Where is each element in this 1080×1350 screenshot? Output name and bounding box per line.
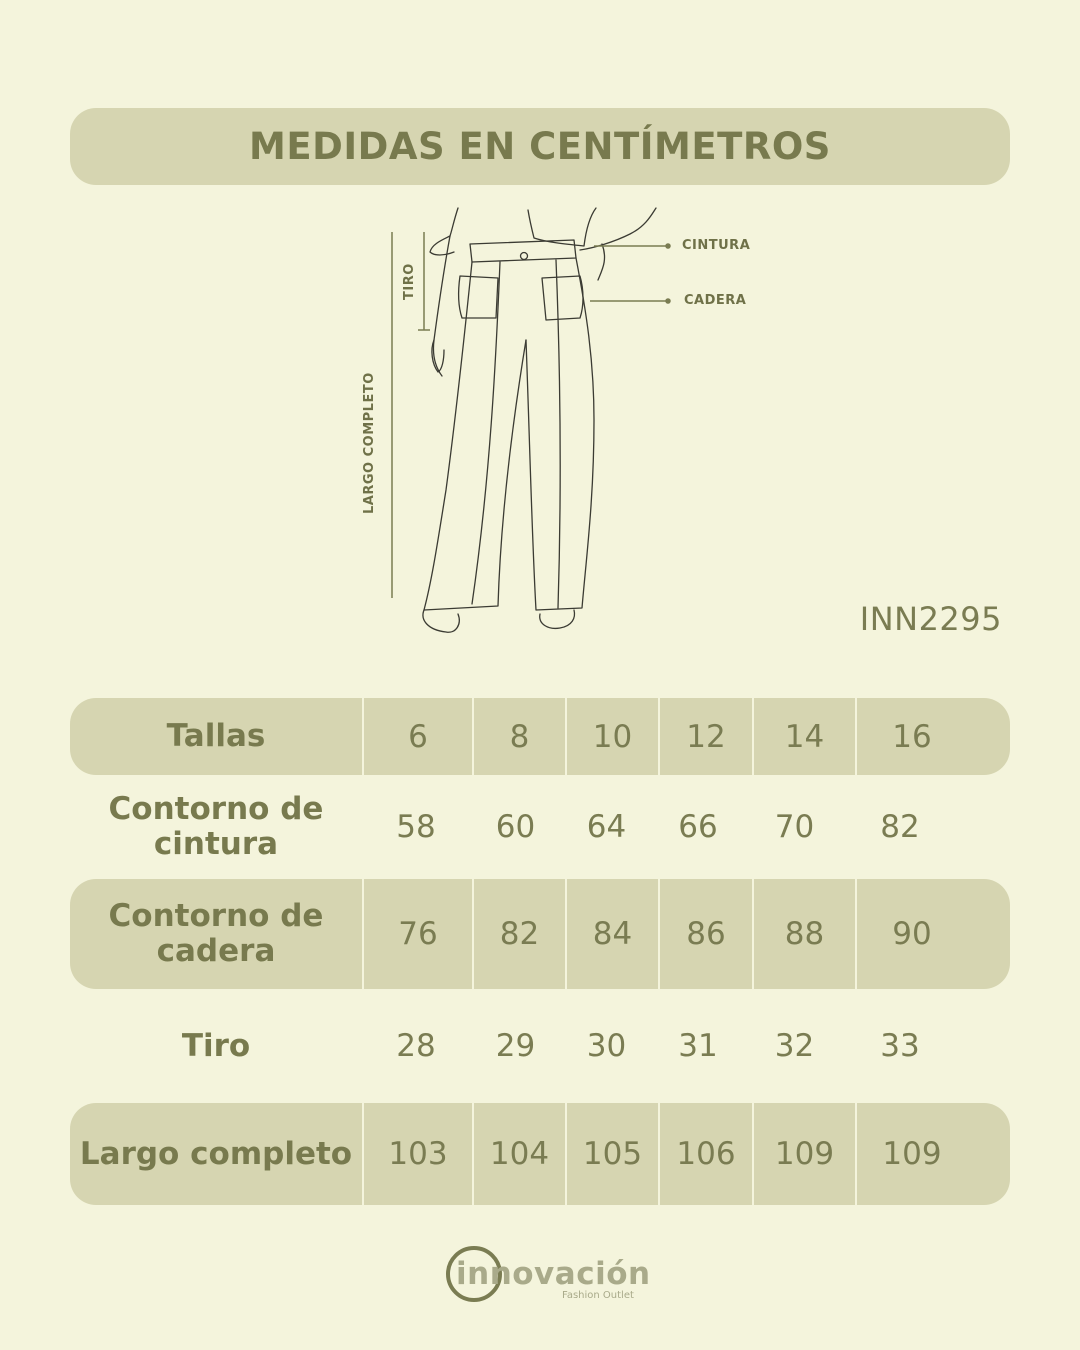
value-cell: 109: [855, 1103, 967, 1205]
size-cell: 10: [565, 698, 658, 775]
value-cell: 32: [774, 1028, 815, 1064]
size-cell: 12: [658, 698, 752, 775]
value-cell: 76: [362, 879, 472, 989]
logo-tagline: Fashion Outlet: [562, 1290, 634, 1301]
size-cell: 8: [472, 698, 565, 775]
page-title: MEDIDAS EN CENTÍMETROS: [249, 125, 831, 168]
size-cell: 14: [752, 698, 855, 775]
row-label: Contorno de cadera: [108, 898, 324, 969]
value-cell: 88: [752, 879, 855, 989]
size-table: [70, 698, 1010, 1205]
product-code: INN2295: [859, 600, 1002, 638]
value-cell: 86: [658, 879, 752, 989]
pants-illustration: [350, 200, 770, 650]
size-cell: 16: [855, 698, 967, 775]
value-cell: 64: [586, 809, 627, 845]
label-largo-completo: LARGO COMPLETO: [362, 372, 377, 514]
label-cintura: CINTURA: [682, 238, 751, 253]
size-cell: 6: [362, 698, 472, 775]
value-cell: 104: [472, 1103, 565, 1205]
title-banner: [70, 108, 1010, 185]
table-header-row: [70, 698, 1010, 775]
label-tiro: TIRO: [402, 263, 417, 300]
value-cell: 66: [678, 809, 718, 845]
value-cell: 84: [565, 879, 658, 989]
table-row-tiro: [70, 989, 1010, 1103]
value-cell: 33: [880, 1028, 920, 1064]
row-label: Largo completo: [79, 1135, 353, 1172]
value-cell: 109: [752, 1103, 855, 1205]
value-cell: 30: [586, 1028, 627, 1064]
value-cell: 105: [565, 1103, 658, 1205]
value-cell: 106: [658, 1103, 752, 1205]
table-row-cintura: [70, 775, 1010, 879]
value-cell: 31: [678, 1028, 718, 1064]
table-row-largo: [70, 1103, 1010, 1205]
value-cell: 82: [472, 879, 565, 989]
label-cadera: CADERA: [684, 293, 747, 308]
value-cell: 28: [396, 1028, 436, 1064]
table-row-cadera: [70, 879, 1010, 989]
tallas-label: Tallas: [166, 718, 266, 754]
value-cell: 29: [495, 1028, 536, 1064]
row-label: Tiro: [181, 1027, 251, 1064]
value-cell: 70: [774, 809, 815, 845]
value-cell: 82: [880, 809, 920, 845]
row-label: Contorno de cintura: [108, 791, 324, 862]
brand-logo: [446, 1244, 651, 1310]
logo-wordmark: innovación: [456, 1256, 651, 1292]
value-cell: 60: [495, 809, 536, 845]
value-cell: 58: [396, 809, 436, 845]
value-cell: 90: [855, 879, 967, 989]
value-cell: 103: [362, 1103, 472, 1205]
